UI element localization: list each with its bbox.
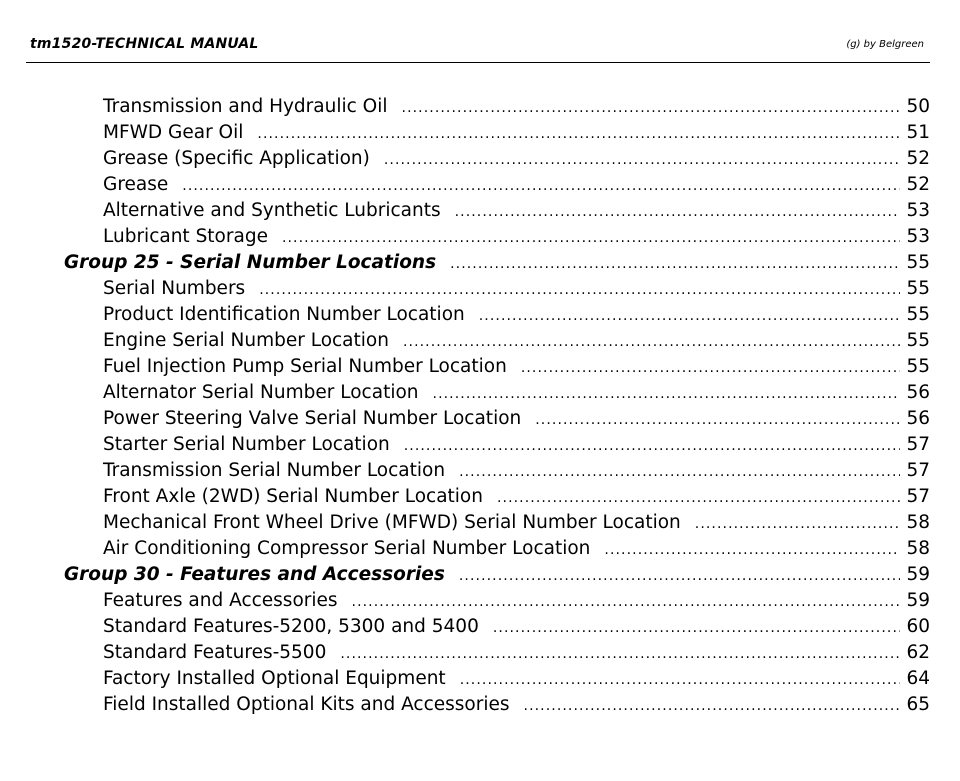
toc-entry-page-number: 58 (906, 512, 930, 533)
dot-leader (459, 563, 901, 589)
toc-entry[interactable] (103, 432, 930, 458)
toc-entry-page-number: 55 (906, 356, 930, 377)
toc-entry-label: Group 30 - Features and Accessories (64, 564, 445, 585)
dot-leader (384, 147, 901, 173)
toc-entry[interactable] (103, 640, 930, 666)
toc-entry[interactable] (103, 588, 930, 614)
dot-leader (497, 485, 900, 511)
toc-entry-label: Features and Accessories (103, 590, 338, 611)
dot-leader (257, 121, 900, 147)
toc-entry-label: Air Conditioning Compressor Serial Number Location (103, 538, 591, 559)
dot-leader (455, 199, 901, 225)
dot-leader (259, 277, 900, 303)
toc-entry[interactable] (103, 692, 930, 718)
toc-entry-page-number: 52 (906, 148, 930, 169)
toc-entry-page-number: 51 (906, 122, 930, 143)
header-credit: (g) by Belgreen (846, 39, 924, 50)
toc-entry-page-number: 57 (906, 486, 930, 507)
toc-entry-label: Grease (Specific Application) (103, 148, 370, 169)
toc-entry-page-number: 52 (906, 174, 930, 195)
toc-group-heading[interactable] (64, 250, 930, 276)
dot-leader (521, 355, 901, 381)
manual-title: tm1520-TECHNICAL MANUAL (30, 36, 259, 52)
dot-leader (352, 589, 901, 615)
toc-entry-page-number: 55 (906, 278, 930, 299)
toc-entry-page-number: 50 (906, 96, 930, 117)
toc-entry-label: Starter Serial Number Location (103, 434, 390, 455)
dot-leader (535, 407, 900, 433)
dot-leader (433, 381, 901, 407)
toc-entry-label: Lubricant Storage (103, 226, 268, 247)
toc-entry-page-number: 55 (906, 304, 930, 325)
toc-entry[interactable] (103, 666, 930, 692)
toc-entry-label: Factory Installed Optional Equipment (103, 668, 446, 689)
dot-leader (282, 225, 901, 251)
toc-entry[interactable] (103, 458, 930, 484)
toc-entry-label: Engine Serial Number Location (103, 330, 389, 351)
dot-leader (524, 693, 901, 719)
toc-entry[interactable] (103, 536, 930, 562)
toc-entry-label: Transmission and Hydraulic Oil (103, 96, 388, 117)
toc-entry-page-number: 57 (906, 434, 930, 455)
toc-entry[interactable] (103, 224, 930, 250)
toc-entry-label: Field Installed Optional Kits and Accessories (103, 694, 510, 715)
toc-entry-page-number: 60 (906, 616, 930, 637)
toc-entry-label: Product Identification Number Location (103, 304, 465, 325)
toc-entry-label: Grease (103, 174, 169, 195)
toc-entry-page-number: 55 (906, 252, 930, 273)
toc-entry[interactable] (103, 146, 930, 172)
toc-entry[interactable] (103, 354, 930, 380)
toc-entry[interactable] (103, 510, 930, 536)
toc-entry[interactable] (103, 198, 930, 224)
toc-entry[interactable] (103, 302, 930, 328)
toc-entry-page-number: 55 (906, 330, 930, 351)
dot-leader (403, 329, 900, 355)
toc-entry-page-number: 56 (906, 408, 930, 429)
page-header (26, 36, 930, 63)
toc-entry-label: Fuel Injection Pump Serial Number Location (103, 356, 507, 377)
toc-entry-label: Transmission Serial Number Location (103, 460, 446, 481)
toc-entry-label: Standard Features-5200, 5300 and 5400 (103, 616, 479, 637)
toc-entry-label: Standard Features-5500 (103, 642, 327, 663)
dot-leader (459, 459, 900, 485)
toc-entry-page-number: 56 (906, 382, 930, 403)
toc-entry[interactable] (103, 406, 930, 432)
toc-entry-page-number: 58 (906, 538, 930, 559)
toc-group-heading[interactable] (64, 562, 930, 588)
dot-leader (493, 615, 901, 641)
toc-entry-page-number: 57 (906, 460, 930, 481)
toc-entry-page-number: 53 (906, 226, 930, 247)
dot-leader (695, 511, 901, 537)
dot-leader (604, 537, 900, 563)
toc-entry[interactable] (103, 172, 930, 198)
toc-entry-label: Mechanical Front Wheel Drive (MFWD) Serial Number Location (103, 512, 681, 533)
dot-leader (479, 303, 901, 329)
toc-entry-page-number: 59 (906, 564, 930, 585)
toc-entry-page-number: 64 (906, 668, 930, 689)
toc-entry-page-number: 53 (906, 200, 930, 221)
toc-entry[interactable] (103, 276, 930, 302)
toc-entry-label: Alternative and Synthetic Lubricants (103, 200, 441, 221)
toc-entry-label: Serial Numbers (103, 278, 246, 299)
toc-entry[interactable] (103, 94, 930, 120)
dot-leader (460, 667, 901, 693)
dot-leader (450, 251, 900, 277)
dot-leader (182, 173, 900, 199)
dot-leader (404, 433, 901, 459)
toc-entry-label: Group 25 - Serial Number Locations (64, 252, 437, 273)
toc-entry[interactable] (103, 484, 930, 510)
toc-entry-page-number: 62 (906, 642, 930, 663)
toc-entry[interactable] (103, 120, 930, 146)
dot-leader (402, 95, 901, 121)
toc-entry[interactable] (103, 328, 930, 354)
toc-entry-page-number: 59 (906, 590, 930, 611)
toc-entry-label: Front Axle (2WD) Serial Number Location (103, 486, 483, 507)
toc-entry-page-number: 65 (906, 694, 930, 715)
toc-entry[interactable] (103, 614, 930, 640)
toc-entry-label: MFWD Gear Oil (103, 122, 244, 143)
toc-entry[interactable] (103, 380, 930, 406)
toc-entry-label: Alternator Serial Number Location (103, 382, 419, 403)
toc-entry-label: Power Steering Valve Serial Number Location (103, 408, 522, 429)
dot-leader (340, 641, 900, 667)
